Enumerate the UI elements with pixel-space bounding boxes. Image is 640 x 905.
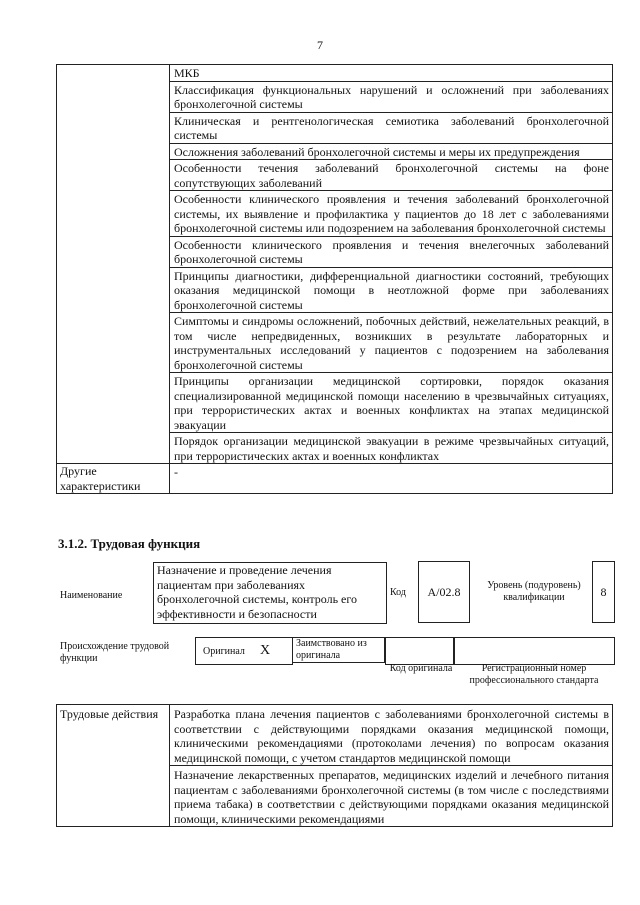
level-value: 8 <box>592 561 615 623</box>
reg-number-box <box>453 637 615 665</box>
origin-label: Происхождение трудовой функции <box>60 641 170 664</box>
page-number: 7 <box>317 38 323 52</box>
code-original-label: Код оригинала <box>389 663 453 674</box>
original-mark: X <box>260 643 271 658</box>
name-label: Наименование <box>60 590 123 601</box>
knowledge-item: Особенности течения заболеваний бронхолегочной системы на фоне сопутствующих заболеваний <box>170 160 613 191</box>
knowledge-item: Особенности клинического проявления и течения заболеваний бронхолегочной системы, их выявление и профилактика у пациентов до 18 лет с заболеваниями бронхолегочной системы или подозрением на заболевания бронхолегочной системы <box>170 191 613 237</box>
action-item: Назначение лекарственных препаратов, медицинских изделий и лечебного питания пациентам с заболеваниями бронхолегочной системы (в том числе с последствиями приема табака) в соответствии с действующими порядками оказания медицинской помощи, клиническими рекомендациями <box>170 766 613 827</box>
function-name-value: Назначение и проведение лечения пациентам при заболеваниях бронхолегочной системы, контроль его эффективности и безопасности <box>153 562 387 624</box>
level-label: Уровень (подуровень) квалификации <box>487 580 581 603</box>
knowledge-item: Клиническая и рентгенологическая семиотика заболеваний бронхолегочной системы <box>170 112 613 143</box>
actions-table <box>56 704 613 827</box>
section-title: 3.1.2. Трудовая функция <box>58 536 201 551</box>
actions-label: Трудовые действия <box>57 705 170 827</box>
knowledge-item: Принципы диагностики, дифференциальной диагностики состояний, требующих оказания медицинской помощи в неотложной форме при заболеваниях бронхолегочной системы <box>170 267 613 313</box>
other-characteristics-label: Другие характеристики <box>57 464 170 494</box>
knowledge-item: Осложнения заболеваний бронхолегочной системы и меры их предупреждения <box>170 143 613 160</box>
code-value: A/02.8 <box>418 561 470 623</box>
knowledge-label-cell <box>57 65 170 464</box>
knowledge-item: Особенности клинического проявления и течения внелегочных заболеваний бронхолегочной системы <box>170 236 613 267</box>
knowledge-item: Порядок организации медицинской эвакуации в режиме чрезвычайных ситуаций, при террористических актах и военных конфликтах <box>170 433 613 464</box>
code-original-box <box>385 637 455 665</box>
knowledge-item: Симптомы и синдромы осложнений, побочных действий, нежелательных реакций, в том числе непредвиденных, возникших в результате лабораторных и инструментальных исследований у пациентов с подозрением на заболевания бронхолегочной системы <box>170 313 613 373</box>
other-characteristics-value: - <box>170 464 613 494</box>
knowledge-item: Классификация функциональных нарушений и осложнений при заболеваниях бронхолегочной системы <box>170 81 613 112</box>
original-label: Оригинал <box>203 646 245 657</box>
knowledge-item: МКБ <box>170 65 613 82</box>
reg-number-label: Регистрационный номер профессионального стандарта <box>469 663 599 686</box>
borrowed-label: Заимствовано из оригинала <box>296 638 367 661</box>
action-item: Разработка плана лечения пациентов с заболеваниями бронхолегочной системы в соответствии с действующими порядками оказания медицинской помощи, клиническими рекомендациями (протоколами лечения) по вопросам оказания медицинской помощи, с учетом стандартов медицинской помощи <box>170 705 613 766</box>
knowledge-item: Принципы организации медицинской сортировки, порядок оказания специализированной медицинской помощи населению в чрезвычайных ситуациях, при террористических актах и военных конфликтах на этапах медицинской эвакуации <box>170 373 613 433</box>
borrowed-cell <box>292 637 385 663</box>
code-label: Код <box>390 587 406 598</box>
knowledge-table <box>56 64 613 494</box>
original-cell <box>195 637 293 665</box>
